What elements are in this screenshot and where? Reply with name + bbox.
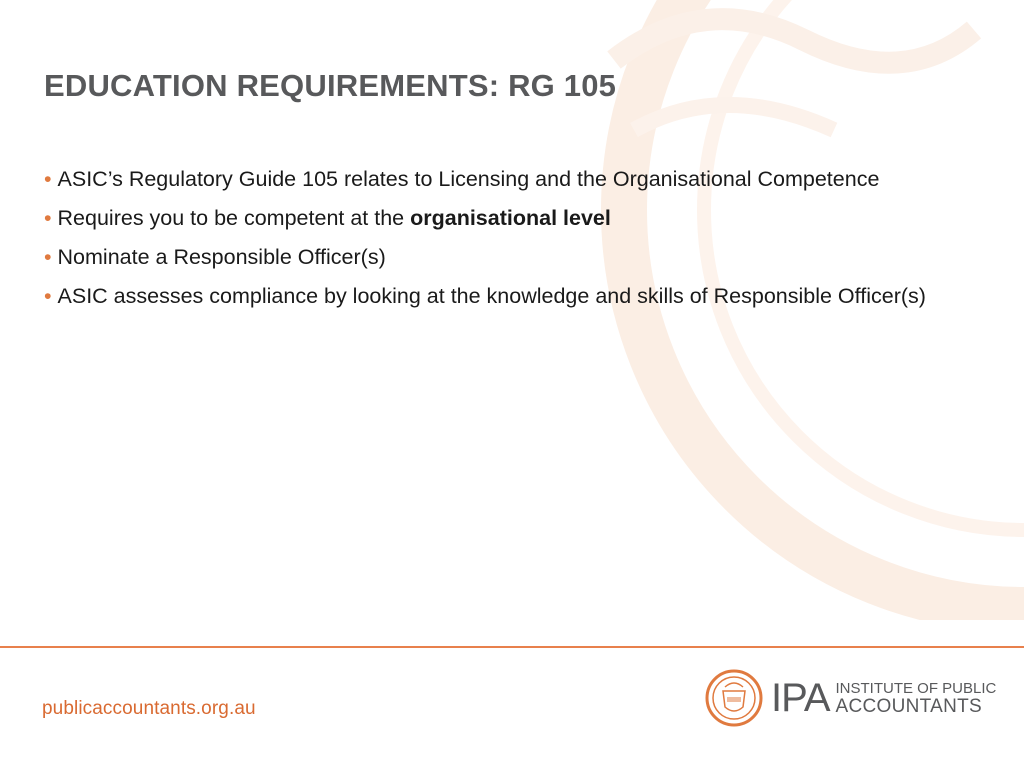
bullet-dot: • bbox=[44, 206, 52, 230]
bullet-text: ASIC assesses compliance by looking at the knowledge and skills of Responsible Officer(s) bbox=[57, 284, 926, 308]
bullet-text: Requires you to be competent at the bbox=[57, 206, 411, 230]
bullet-text-bold: organisational level bbox=[410, 206, 611, 230]
bullet-item bbox=[44, 281, 944, 311]
bullet-dot: • bbox=[44, 245, 52, 269]
ipa-seal-icon bbox=[705, 669, 763, 727]
logo-wordmark: IPA bbox=[771, 675, 830, 720]
bullet-item bbox=[44, 164, 944, 194]
logo-subtitle-line1: INSTITUTE OF PUBLIC bbox=[835, 679, 997, 697]
slide-title: EDUCATION REQUIREMENTS: RG 105 bbox=[44, 68, 617, 103]
bullet-dot: • bbox=[44, 284, 52, 308]
ipa-logo bbox=[705, 668, 996, 728]
bullet-item bbox=[44, 203, 944, 233]
footer-divider bbox=[0, 646, 1024, 648]
bullet-text: ASIC’s Regulatory Guide 105 relates to Licensing and the Organisational Competence bbox=[57, 167, 880, 191]
logo-subtitle-line2: ACCOUNTANTS bbox=[835, 695, 983, 717]
bullet-text: Nominate a Responsible Officer(s) bbox=[57, 245, 386, 269]
bullet-list bbox=[44, 164, 944, 320]
footer-website-link[interactable]: publicaccountants.org.au bbox=[42, 698, 256, 719]
bullet-dot: • bbox=[44, 167, 52, 191]
bullet-item bbox=[44, 242, 944, 272]
logo-subtitle bbox=[836, 680, 997, 717]
